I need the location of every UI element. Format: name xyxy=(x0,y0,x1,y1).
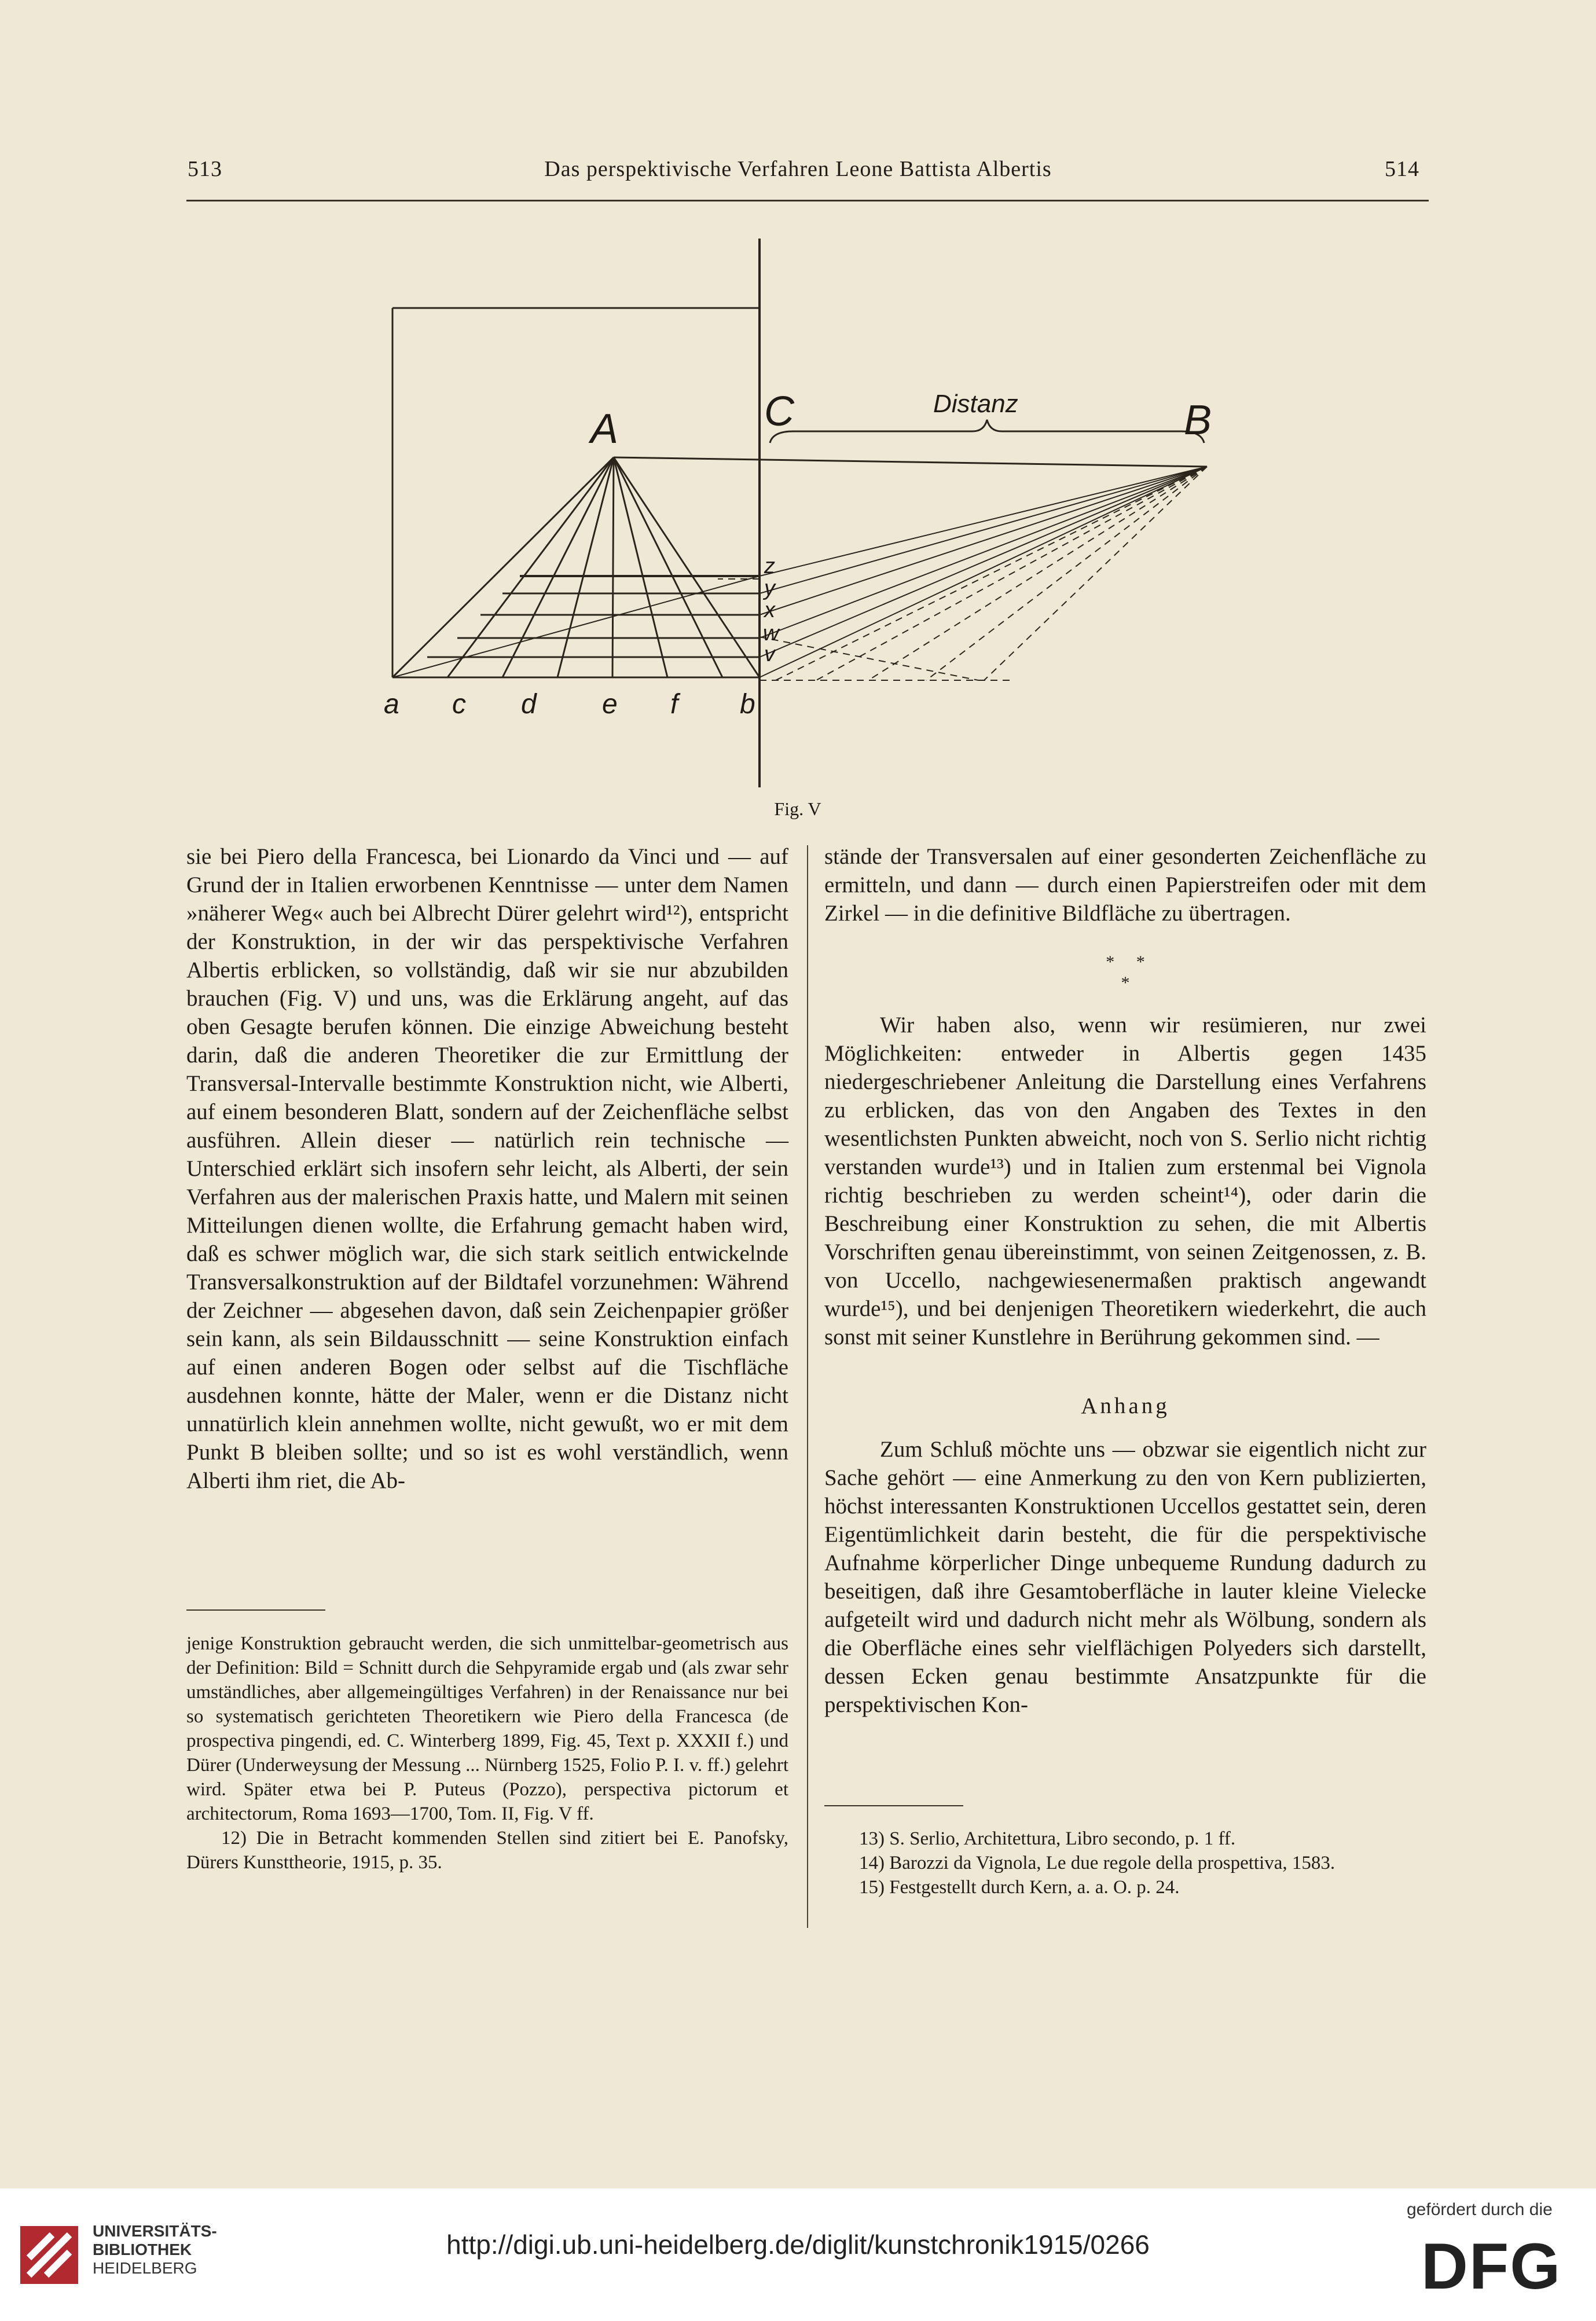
base-label: e xyxy=(602,689,618,720)
footnote: 13) S. Serlio, Architettura, Libro secondo, p. 1 ff. xyxy=(859,1828,1236,1849)
column-rule xyxy=(807,845,808,1928)
footnote: 12) Die in Betracht kommenden Stellen sind zitiert bei E. Panofsky, Dürers Kunsttheorie, 1915, p. 35. xyxy=(186,1828,788,1873)
dfg-logo: DFG xyxy=(1421,2230,1562,2302)
right-footnotes xyxy=(824,1827,1426,1900)
side-label: y xyxy=(764,576,775,600)
side-label: z xyxy=(764,554,775,578)
library-line: UNIVERSITÄTS- xyxy=(93,2222,217,2240)
base-label: f xyxy=(670,689,678,720)
side-label: w xyxy=(763,621,779,646)
base-label: b xyxy=(740,689,755,720)
side-label: v xyxy=(764,642,775,666)
section-stars: * * * xyxy=(1106,952,1145,992)
page-number-left: 513 xyxy=(188,157,222,181)
label-c: C xyxy=(764,388,794,435)
paragraph: Wir haben also, wenn wir resümieren, nur zwei Möglichkeiten: entweder in Albertis gegen 1435 niedergeschriebener Anleitung die Darstellung eines Verfahrens zu erblicken, das von den Angaben des Textes in den wesentlichsten Punkten abweicht, noch von S. Serlio nicht richtig verstanden wurde¹³) und in Italien zum erstenmal bei Vignola richtig beschrieben zu werden scheint¹⁴), oder darin die Beschreibung einer Konstruktion zu sehen, die mit Albertis Vorschriften genau übereinstimmt, von seinen Zeitgenossen, z. B. von Uccello, nachgewiesenermaßen praktisch angewandt wurde¹⁵), und bei denjenigen Theoretikern wiederkehrt, die auch sonst mit seiner Kunstlehre in Berührung gekommen sind. — xyxy=(824,1013,1426,1350)
paragraph: stände der Transversalen auf einer gesonderten Zeichenfläche zu ermitteln, und dann — durch einen Papierstreifen oder mit dem Zirkel — in die definitive Bildfläche zu übertragen. xyxy=(824,844,1426,926)
footnote-rule xyxy=(824,1805,963,1806)
label-distanz: Distanz xyxy=(933,390,1018,418)
left-footnotes xyxy=(186,1631,788,1875)
label-a: A xyxy=(590,406,619,452)
page-number-right: 514 xyxy=(1385,157,1419,181)
base-label: c xyxy=(452,689,466,720)
footnote-rule xyxy=(186,1609,325,1611)
right-column xyxy=(824,842,1426,1719)
paragraph: sie bei Piero della Francesca, bei Lionardo da Vinci und — auf Grund der in Italien erworbenen Kenntnisse — unter dem Namen »näherer Weg« auch bei Albrecht Dürer gelehrt wird¹²), entspricht der Konstruktion, in der wir das perspektivische Verfahren Albertis erblicken, so vollständig, daß wir sie nur abzubilden brauchen (Fig. V) und uns, was die Erklärung angeht, auf das oben Gesagte berufen können. Die einzige Abweichung besteht darin, daß die anderen Theoretiker die zur Ermittlung der Transversal-Intervalle bestimmte Konstruktion nicht, wie Alberti, auf einem besonderen Blatt, sondern auf der Zeichenfläche selbst ausführen. Allein dieser — natürlich rein technische — Unterschied erklärt sich insofern sehr leicht, als Alberti, der sein Verfahren aus der malerischen Praxis hatte, und Malern mit seinen Mitteilungen dienen wollte, die Erfahrung gemacht haben wird, daß es schwer möglich war, die sich stark seitlich entwickelnde Transversalkonstruktion auf der Bildtafel vorzunehmen: Während der Zeichner — abgesehen davon, daß sein Zeichenpapier größer sein kann, als sein Bildausschnitt — seine Konstruktion einfach auf einen anderen Bogen oder selbst auf die Tischfläche ausdehnen konnte, hätte der Maler, wenn er die Distanz nicht unnatürlich klein annehmen wollte, nicht gewußt, wo er mit dem Punkt B bleiben sollte; und so ist es wohl verständlich, wenn Alberti ihm riet, die Ab- xyxy=(186,844,788,1493)
source-url-link[interactable]: http://digi.ub.uni-heidelberg.de/diglit/kunstchronik1915/0266 xyxy=(446,2230,1150,2260)
left-column xyxy=(186,842,788,1495)
perspective-figure xyxy=(0,0,1596,845)
section-heading: Anhang xyxy=(1081,1394,1170,1418)
label-b: B xyxy=(1184,397,1212,443)
figure-caption: Fig. V xyxy=(774,798,821,819)
library-line: HEIDELBERG xyxy=(93,2259,197,2277)
base-label: a xyxy=(384,689,399,720)
funded-by-text: gefördert durch die xyxy=(1407,2200,1553,2219)
footnote: 14) Barozzi da Vignola, Le due regole della prospettiva, 1583. xyxy=(859,1853,1335,1873)
paragraph: Zum Schluß möchte uns — obzwar sie eigentlich nicht zur Sache gehört — eine Anmerkung zu den von Kern publizierten, höchst interessanten Konstruktionen Uccellos gestattet sein, deren Eigentümlichkeit darin besteht, die für die perspektivische Aufnahme körperlicher Dinge unbequeme Rundung dadurch zu beseitigen, daß ihre Gesamtoberfläche in lauter kleine Vielecke aufgeteilt wird und dadurch nicht mehr als Wölbung, sondern als die Oberfläche eines sehr vielflächigen Polyeders sich darstellt, dessen Ecken genau bestimmte Ansatzpunkte für die perspektivischen Kon- xyxy=(824,1437,1426,1717)
running-title: Das perspektivische Verfahren Leone Battista Albertis xyxy=(544,157,1052,181)
side-label: x xyxy=(764,598,775,622)
footnote: jenige Konstruktion gebraucht werden, die sich unmittelbar-geometrisch aus der Definition: Bild = Schnitt durch die Sehpyramide ergab und (als zwar sehr umständliches, aber allgemeingültiges Verfahren) in der Renaissance nur bei so systematisch gerichteten Theoretikern wie Piero della Francesca (de prospectiva pingendi, ed. C. Winterberg 1899, Fig. 45, Text p. XXXII f.) und Dürer (Underweysung der Messung ... Nürnberg 1525, Folio P. I. v. ff.) gelehrt wird. Später etwa bei P. Puteus (Pozzo), perspectiva pictorum et architectorum, Roma 1693—1700, Tom. II, Fig. V ff. xyxy=(186,1633,788,1824)
library-line: BIBLIOTHEK xyxy=(93,2241,192,2258)
footnote: 15) Festgestellt durch Kern, a. a. O. p. 24. xyxy=(859,1877,1180,1898)
base-label: d xyxy=(521,689,537,720)
